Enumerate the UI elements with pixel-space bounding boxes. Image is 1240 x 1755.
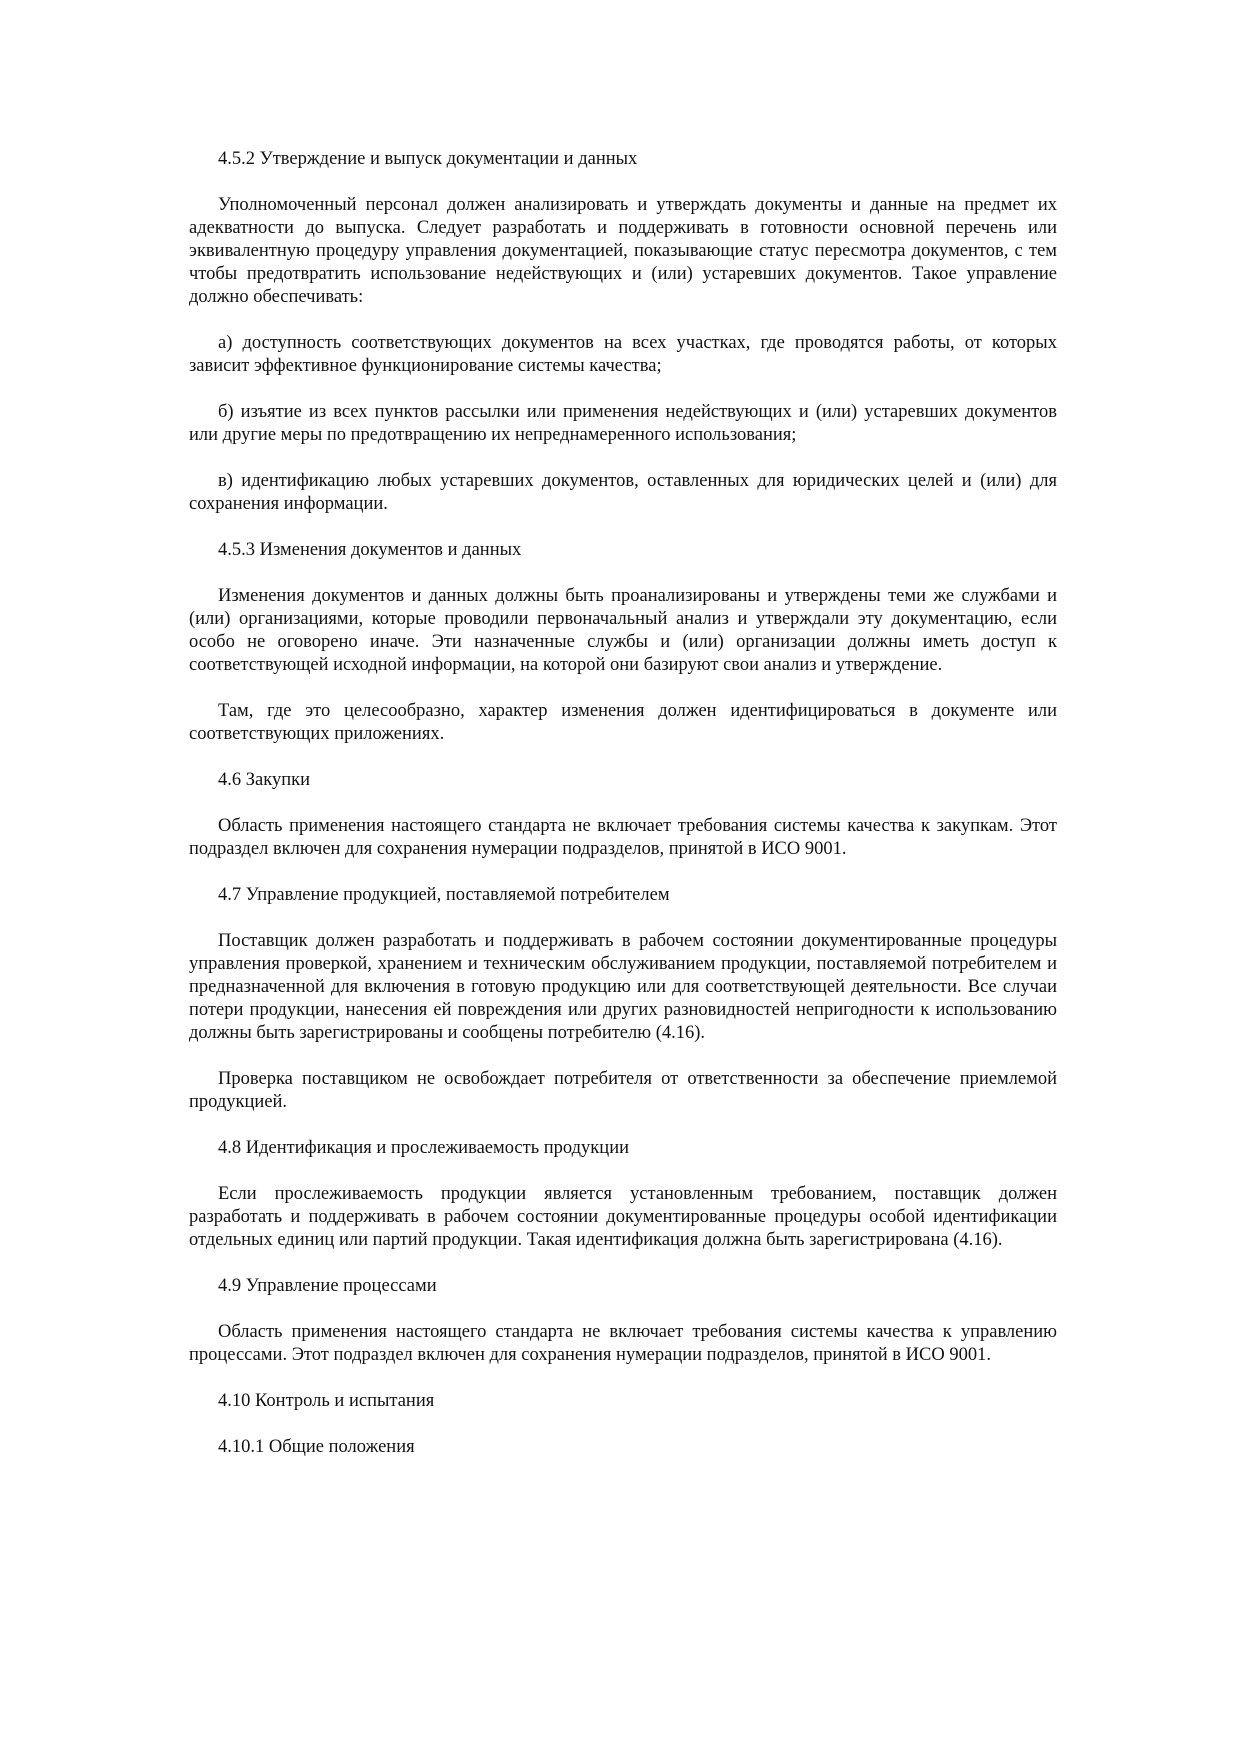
paragraph: Уполномоченный персонал должен анализировать и утверждать документы и данные на предмет их адекватности до выпуска. Следует разработать и поддерживать в готовности основной перечень или эквивалентную процедуру управления документацией, показывающие статус пересмотра документов, с тем чтобы предотвратить использование недействующих и (или) устаревших документов. Такое управление должно обеспечивать: [189, 195, 1057, 307]
paragraph: Поставщик должен разработать и поддерживать в рабочем состоянии документированные процедуры управления проверкой, хранением и техническим обслуживанием продукции, поставляемой потребителем и предназначенной для включения в готовую продукцию или для соответствующей деятельности. Все случаи потери продукции, нанесения ей повреждения или других разновидностей непригодности к использованию должны быть зарегистрированы и сообщены потребителю (4.16). [189, 931, 1057, 1043]
heading-4-8: 4.8 Идентификация и прослеживаемость продукции [218, 1138, 629, 1158]
heading-4-6: 4.6 Закупки [218, 770, 310, 790]
document-page [189, 148, 1057, 1482]
heading-4-7: 4.7 Управление продукцией, поставляемой потребителем [218, 885, 670, 905]
paragraph: Область применения настоящего стандарта не включает требования системы качества к управлению процессами. Этот подраздел включен для сохранения нумерации подразделов, принятой в ИСО 9001. [189, 1322, 1057, 1365]
paragraph: Область применения настоящего стандарта не включает требования системы качества к закупкам. Этот подраздел включен для сохранения нумерации подразделов, принятой в ИСО 9001. [189, 816, 1057, 859]
heading-4-5-3: 4.5.3 Изменения документов и данных [218, 540, 522, 560]
heading-4-10-1: 4.10.1 Общие положения [218, 1437, 415, 1457]
list-item-b: б) изъятие из всех пунктов рассылки или применения недействующих и (или) устаревших документов или другие меры по предотвращению их непреднамеренного использования; [189, 402, 1057, 445]
heading-4-10: 4.10 Контроль и испытания [218, 1391, 435, 1411]
paragraph: Изменения документов и данных должны быть проанализированы и утверждены теми же службами и (или) организациями, которые проводили первоначальный анализ и утверждали эту документацию, если особо не оговорено иначе. Эти назначенные службы и (или) организации должны иметь доступ к соответствующей исходной информации, на которой они базируют свои анализ и утверждение. [189, 586, 1057, 675]
paragraph: Если прослеживаемость продукции является установленным требованием, поставщик должен разработать и поддерживать в рабочем состоянии документированные процедуры особой идентификации отдельных единиц или партий продукции. Такая идентификация должна быть зарегистрирована (4.16). [189, 1184, 1057, 1250]
paragraph: Там, где это целесообразно, характер изменения должен идентифицироваться в документе или соответствующих приложениях. [189, 701, 1057, 744]
heading-4-9: 4.9 Управление процессами [218, 1276, 437, 1296]
heading-4-5-2: 4.5.2 Утверждение и выпуск документации и данных [218, 149, 638, 169]
paragraph: Проверка поставщиком не освобождает потребителя от ответственности за обеспечение приемлемой продукцией. [189, 1069, 1057, 1112]
list-item-c: в) идентификацию любых устаревших документов, оставленных для юридических целей и (или) для сохранения информации. [189, 471, 1057, 514]
list-item-a: а) доступность соответствующих документов на всех участках, где проводятся работы, от которых зависит эффективное функционирование системы качества; [189, 333, 1057, 376]
